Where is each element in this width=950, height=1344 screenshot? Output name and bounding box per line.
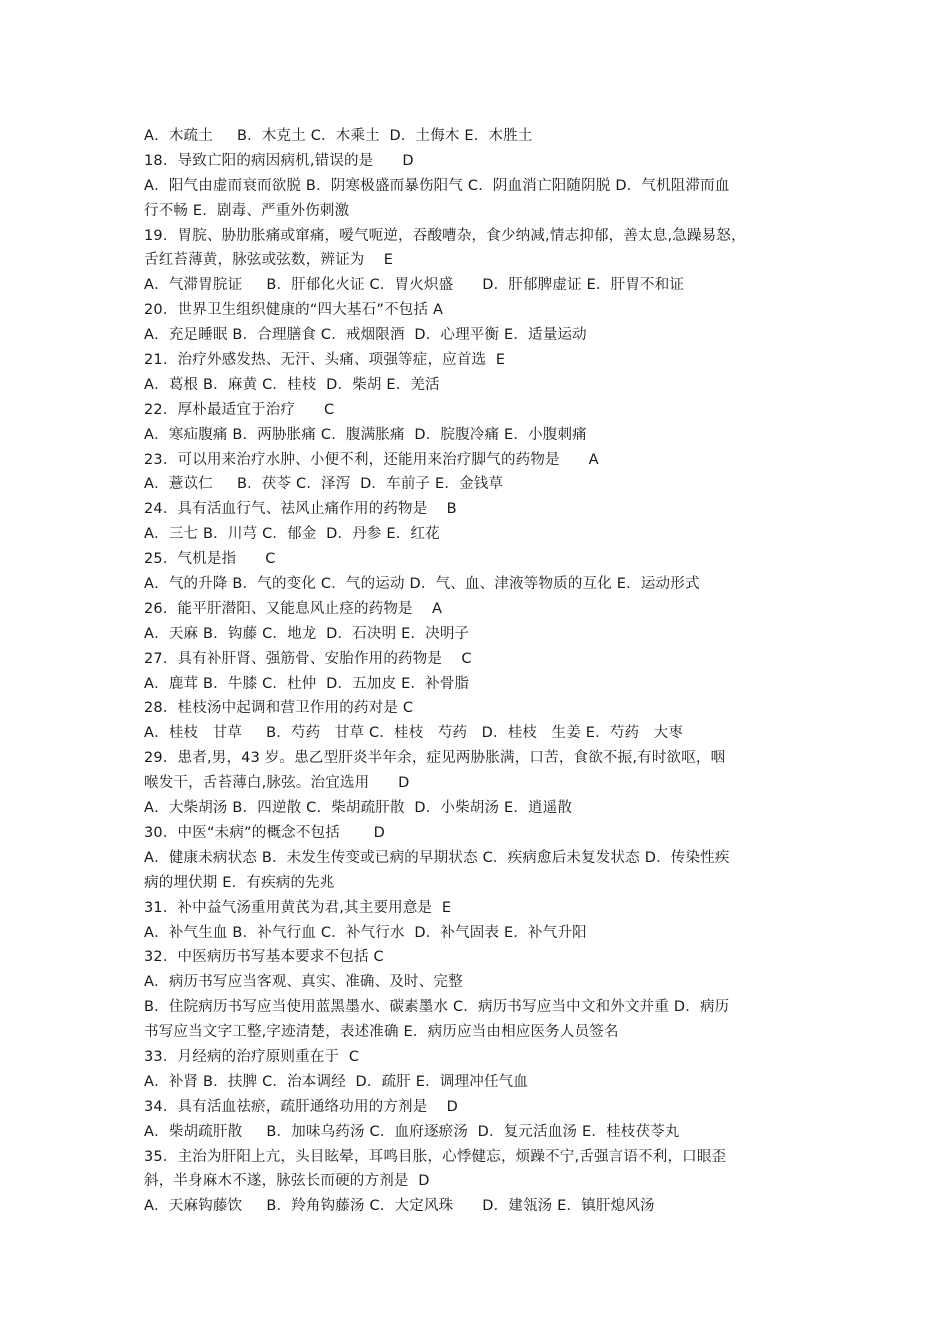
line-options-22: A．寒疝腹痛 B．两胁胀痛 C．腹满胀痛 D．脘腹冷痛 E．小腹刺痛 (144, 426, 587, 443)
line-options-25: A．气的升降 B．气的变化 C．气的运动 D．气、血、津液等物质的互化 E．运动形式 (144, 576, 700, 593)
question-25: 25．气机是指 C (144, 551, 276, 568)
line-options-19: A．气滞胃脘证 B．肝郁化火证 C．胃火炽盛 D．肝郁脾虚证 E．肝胃不和证 (144, 277, 685, 294)
line-options-21: A．葛根 B．麻黄 C．桂枝 D．柴胡 E．羌活 (144, 376, 440, 393)
line-options-34: A．柴胡疏肝散 B．加味乌药汤 C．血府逐瘀汤 D．复元活血汤 E．桂枝茯苓丸 (144, 1123, 680, 1140)
question-29-b: 喉发干，舌苔薄白,脉弦。治宜选用 D (144, 775, 410, 792)
line-options-33: A．补肾 B．扶脾 C．治本调经 D．疏肝 E．调理冲任气血 (144, 1073, 529, 1090)
line-options-31: A．补气生血 B．补气行血 C．补气行水 D．补气固表 E．补气升阳 (144, 924, 587, 941)
question-18: 18．导致亡阳的病因病机,错误的是 D (144, 152, 414, 169)
question-19-a: 19．胃脘、胁肋胀痛或窜痛，嗳气呃逆，吞酸嘈杂，食少纳减,情志抑郁，善太息,急躁易怒， (144, 227, 746, 244)
line-options-30-b: 病的埋伏期 E．有疾病的先兆 (144, 874, 335, 891)
line-options-32-b: B．住院病历书写应当使用蓝黑墨水、碳素墨水 C．病历书写应当中文和外文并重 D．病历 (144, 999, 730, 1016)
question-19-b: 舌红苔薄黄，脉弦或弦数，辨证为 E (144, 252, 394, 269)
question-23: 23．可以用来治疗水肿、小便不利，还能用来治疗脚气的药物是 A (144, 451, 599, 468)
question-29-a: 29．患者,男，43 岁。患乙型肝炎半年余，症见两胁胀满，口苦，食欲不振,有时欲呕，咽 (144, 750, 726, 767)
question-20: 20．世界卫生组织健康的“四大基石”不包括 A (144, 302, 444, 319)
line-options-23: A．薏苡仁 B．茯苓 C．泽泻 D．车前子 E．金钱草 (144, 476, 504, 493)
document-page (144, 124, 824, 1219)
question-30: 30．中医“未病”的概念不包括 D (144, 824, 386, 841)
line-options-30-a: A．健康未病状态 B．未发生传变或已病的早期状态 C．疾病愈后未复发状态 D．传染性疾 (144, 849, 730, 866)
question-26: 26．能平肝潜阳、又能息风止痉的药物是 A (144, 600, 443, 617)
line-options-32-c: 书写应当文字工整,字迹清楚，表述准确 E．病历应当由相应医务人员签名 (144, 1024, 619, 1041)
question-22: 22．厚朴最适宜于治疗 C (144, 401, 335, 418)
line-options-17: A．木疏土 B．木克土 C．木乘土 D．土侮木 E．木胜土 (144, 128, 533, 144)
question-27: 27．具有补肝肾、强筋骨、安胎作用的药物是 C (144, 650, 472, 667)
question-35-a: 35．主治为肝阳上亢，头目眩晕，耳鸣目胀，心悸健忘，烦躁不宁,舌强言语不利，口眼歪 (144, 1148, 727, 1165)
question-34: 34．具有活血祛瘀，疏肝通络功用的方剂是 D (144, 1098, 459, 1115)
question-21: 21．治疗外感发热、无汗、头痛、项强等症，应首选 E (144, 352, 506, 369)
question-33: 33．月经病的治疗原则重在于 C (144, 1048, 360, 1065)
line-options-32-a: A．病历书写应当客观、真实、准确、及时、完整 (144, 974, 463, 991)
question-35-b: 斜，半身麻木不遂，脉弦长而硬的方剂是 D (144, 1173, 430, 1190)
line-options-28: A．桂枝 甘草 B．芍药 甘草 C．桂枝 芍药 D．桂枝 生姜 E．芍药 大枣 (144, 725, 684, 742)
line-options-20: A．充足睡眠 B．合理膳食 C．戒烟限酒 D．心理平衡 E．适量运动 (144, 327, 587, 344)
question-28: 28．桂枝汤中起调和营卫作用的药对是 C (144, 700, 414, 717)
line-options-24: A．三七 B．川芎 C．郁金 D．丹参 E．红花 (144, 526, 440, 543)
question-31: 31．补中益气汤重用黄芪为君,其主要用意是 E (144, 899, 452, 916)
question-32: 32．中医病历书写基本要求不包括 C (144, 949, 384, 966)
line-options-18-a: A．阳气由虚而衰而欲脱 B．阴寒极盛而暴伤阳气 C．阴血消亡阳随阴脱 D．气机阻滞而血 (144, 177, 730, 194)
line-options-35: A．天麻钩藤饮 B．羚角钩藤汤 C．大定风珠 D．建瓴汤 E．镇肝熄风汤 (144, 1198, 655, 1215)
line-options-18-b: 行不畅 E．剧毒、严重外伤刺激 (144, 202, 350, 219)
line-options-27: A．鹿茸 B．牛膝 C．杜仲 D．五加皮 E．补骨脂 (144, 675, 470, 692)
question-24: 24．具有活血行气、祛风止痛作用的药物是 B (144, 501, 457, 518)
line-options-26: A．天麻 B．钩藤 C．地龙 D．石决明 E．决明子 (144, 625, 470, 642)
line-options-29: A．大柴胡汤 B．四逆散 C．柴胡疏肝散 D．小柴胡汤 E．逍遥散 (144, 800, 573, 817)
